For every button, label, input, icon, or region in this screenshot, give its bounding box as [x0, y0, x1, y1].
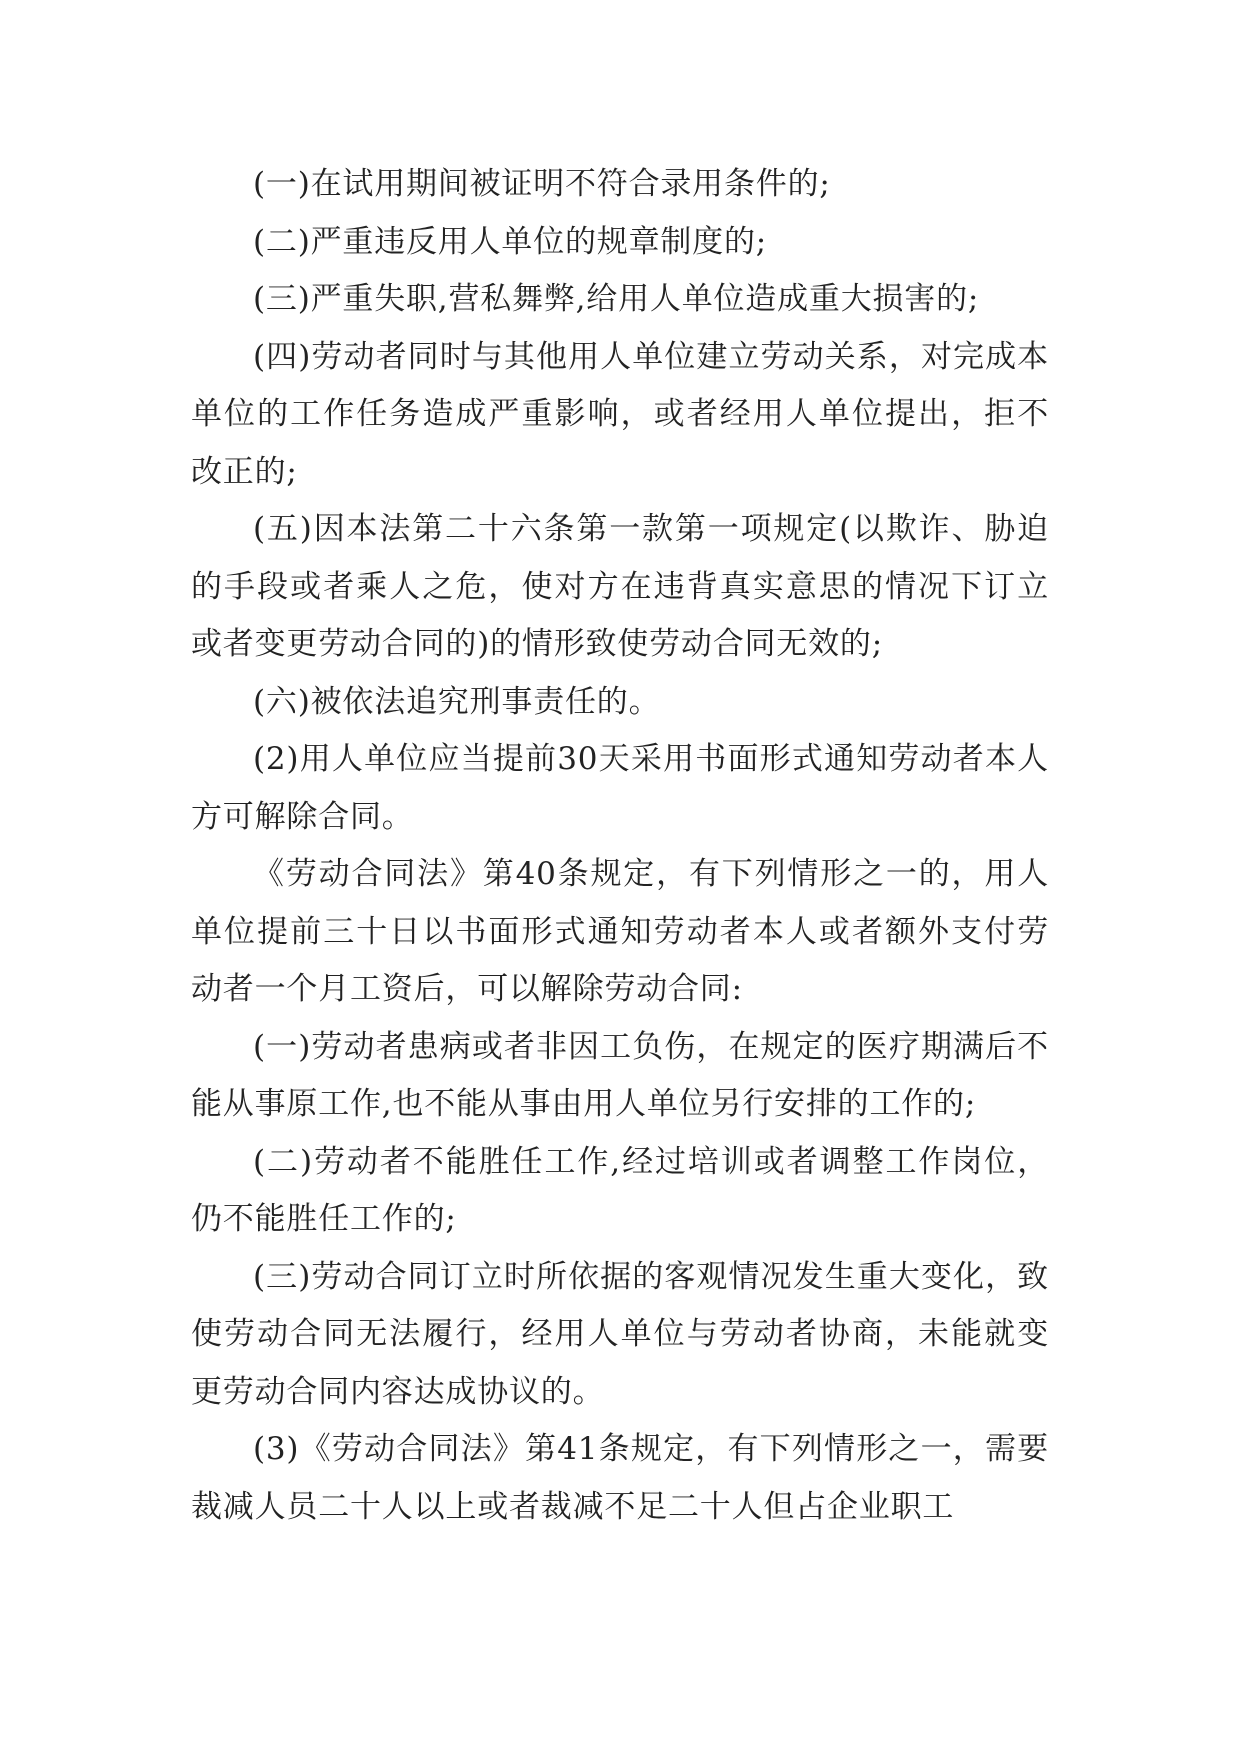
paragraph-10: (二)劳动者不能胜任工作,经过培训或者调整工作岗位，仍不能胜任工作的;	[191, 1143, 1049, 1237]
paragraph-4: (四)劳动者同时与其他用人单位建立劳动关系，对完成本单位的工作任务造成严重影响，或者经用人单位提出，拒不改正的;	[191, 338, 1049, 490]
paragraph-1: (一)在试用期间被证明不符合录用条件的;	[253, 166, 831, 202]
paragraph-6: (六)被依法追究刑事责任的。	[253, 683, 661, 720]
paragraph-8: 《劳动合同法》第40条规定，有下列情形之一的，用人单位提前三十日以书面形式通知劳动者本人或者额外支付劳动者一个月工资后，可以解除劳动合同:	[191, 856, 1049, 1007]
paragraph-3: (三)严重失职,营私舞弊,给用人单位造成重大损害的;	[253, 281, 980, 317]
paragraph-12: (3)《劳动合同法》第41条规定，有下列情形之一，需要裁减人员二十人以上或者裁减不足二十人但占企业职工	[191, 1431, 1049, 1525]
paragraph-2: (二)严重违反用人单位的规章制度的;	[253, 223, 768, 260]
document-body	[191, 156, 1049, 1536]
paragraph-7: (2)用人单位应当提前30天采用书面形式通知劳动者本人方可解除合同。	[191, 741, 1049, 835]
paragraph-5: (五)因本法第二十六条第一款第一项规定(以欺诈、胁迫的手段或者乘人之危，使对方在违背真实意思的情况下订立或者变更劳动合同的)的情形致使劳动合同无效的;	[191, 511, 1049, 662]
paragraph-11: (三)劳动合同订立时所依据的客观情况发生重大变化，致使劳动合同无法履行，经用人单位与劳动者协商，未能就变更劳动合同内容达成协议的。	[191, 1258, 1049, 1410]
paragraph-9: (一)劳动者患病或者非因工负伤，在规定的医疗期满后不能从事原工作,也不能从事由用人单位另行安排的工作的;	[191, 1028, 1049, 1122]
